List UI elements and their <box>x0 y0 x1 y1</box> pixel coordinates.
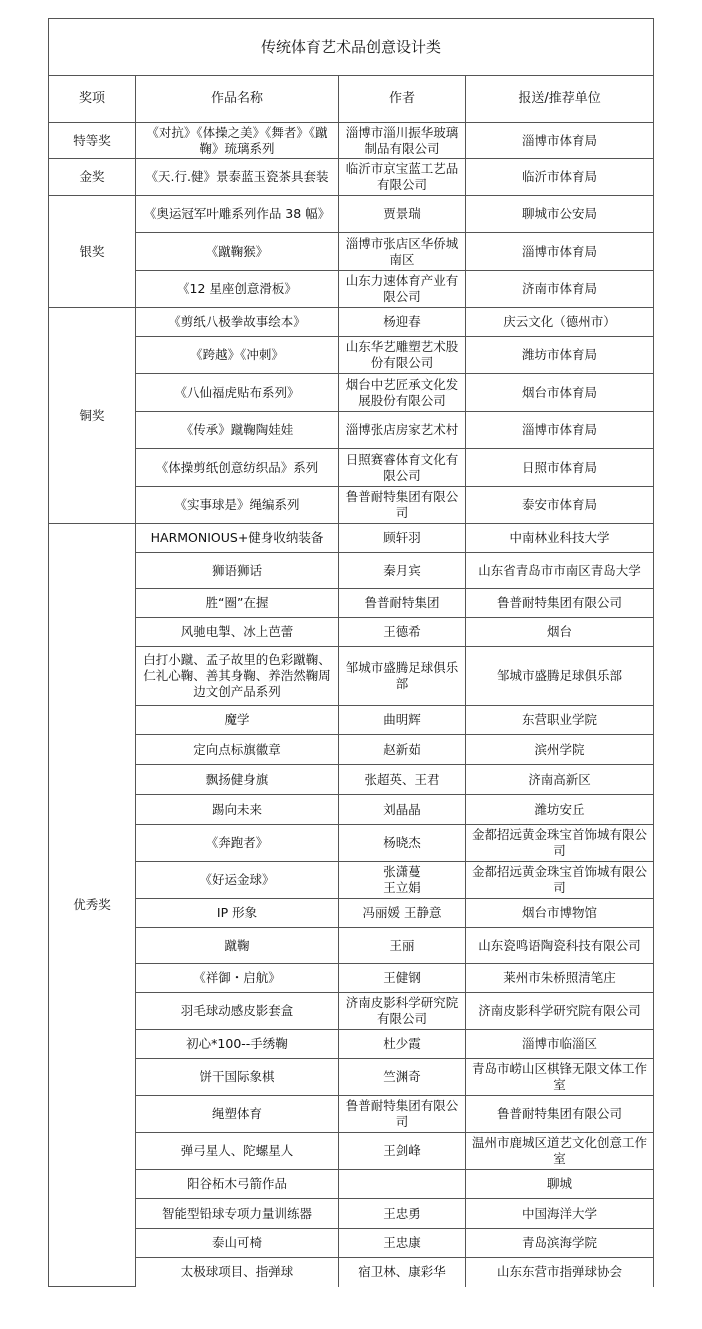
author-cell: 赵新茹 <box>339 735 466 765</box>
table-row <box>49 1096 654 1133</box>
table-row <box>49 159 654 196</box>
award-cell: 铜奖 <box>49 308 136 524</box>
work-name-cell: IP 形象 <box>136 899 339 928</box>
work-name-cell: 狮语狮话 <box>136 553 339 589</box>
header-unit: 报送/推荐单位 <box>466 76 654 123</box>
author-cell: 王德希 <box>339 618 466 647</box>
unit-cell: 聊城 <box>466 1170 654 1199</box>
table-row <box>49 993 654 1030</box>
unit-cell: 济南皮影科学研究院有限公司 <box>466 993 654 1030</box>
unit-cell: 鲁普耐特集团有限公司 <box>466 1096 654 1133</box>
table-row <box>49 647 654 706</box>
table-row <box>49 1030 654 1059</box>
table-row <box>49 706 654 735</box>
author-cell: 鲁普耐特集团有限公司 <box>339 1096 466 1133</box>
table-row <box>49 765 654 795</box>
award-document <box>48 18 654 1287</box>
author-cell: 张超英、王君 <box>339 765 466 795</box>
work-name-cell: 绳塑体育 <box>136 1096 339 1133</box>
author-cell <box>339 1170 466 1199</box>
author-cell: 曲明辉 <box>339 706 466 735</box>
author-cell: 济南皮影科学研究院有限公司 <box>339 993 466 1030</box>
table-row <box>49 928 654 964</box>
author-cell: 鲁普耐特集团 <box>339 589 466 618</box>
unit-cell: 潍坊安丘 <box>466 795 654 825</box>
author-cell: 邹城市盛腾足球俱乐部 <box>339 647 466 706</box>
table-row <box>49 412 654 449</box>
work-name-cell: 《好运金球》 <box>136 862 339 899</box>
author-cell: 王剑峰 <box>339 1133 466 1170</box>
table-row <box>49 899 654 928</box>
unit-cell: 中南林业科技大学 <box>466 524 654 553</box>
unit-cell: 东营职业学院 <box>466 706 654 735</box>
author-cell: 冯丽媛 王静意 <box>339 899 466 928</box>
table-title: 传统体育艺术品创意设计类 <box>49 19 654 76</box>
work-name-cell: 定向点标旗徽章 <box>136 735 339 765</box>
unit-cell: 山东瓷鸣语陶瓷科技有限公司 <box>466 928 654 964</box>
work-name-cell: 《剪纸八极拳故事绘本》 <box>136 308 339 337</box>
unit-cell: 淄博市体育局 <box>466 233 654 271</box>
table-row <box>49 1199 654 1229</box>
unit-cell: 济南高新区 <box>466 765 654 795</box>
work-name-cell: 《实事球是》绳编系列 <box>136 487 339 524</box>
unit-cell: 临沂市体育局 <box>466 159 654 196</box>
unit-cell: 烟台 <box>466 618 654 647</box>
work-name-cell: 饼干国际象棋 <box>136 1059 339 1096</box>
table-row <box>49 1229 654 1258</box>
table-row <box>49 1258 654 1287</box>
work-name-cell: 初心*100--手绣鞠 <box>136 1030 339 1059</box>
author-cell: 山东华艺雕塑艺术股份有限公司 <box>339 337 466 374</box>
work-name-cell: HARMONIOUS+健身收纳装备 <box>136 524 339 553</box>
work-name-cell: 《体操剪纸创意纺织品》系列 <box>136 449 339 487</box>
unit-cell: 金都招远黄金珠宝首饰城有限公司 <box>466 825 654 862</box>
table-row <box>49 123 654 159</box>
work-name-cell: 风驰电掣、冰上芭蕾 <box>136 618 339 647</box>
author-cell: 秦月宾 <box>339 553 466 589</box>
unit-cell: 莱州市朱桥照清笔庄 <box>466 964 654 993</box>
work-name-cell: 《奥运冠军叶雕系列作品 38 幅》 <box>136 196 339 233</box>
work-name-cell: 《奔跑者》 <box>136 825 339 862</box>
table-row <box>49 524 654 553</box>
table-row <box>49 308 654 337</box>
table-row <box>49 487 654 524</box>
work-name-cell: 阳谷柘木弓箭作品 <box>136 1170 339 1199</box>
work-name-cell: 羽毛球动感皮影套盒 <box>136 993 339 1030</box>
work-name-cell: 《对抗》《体操之美》《舞者》《蹴鞠》琉璃系列 <box>136 123 339 159</box>
header-work-name: 作品名称 <box>136 76 339 123</box>
author-cell: 杜少霞 <box>339 1030 466 1059</box>
table-row <box>49 233 654 271</box>
unit-cell: 金都招远黄金珠宝首饰城有限公司 <box>466 862 654 899</box>
award-table <box>48 18 654 1287</box>
table-row <box>49 1133 654 1170</box>
work-name-cell: 踢向未来 <box>136 795 339 825</box>
unit-cell: 烟台市体育局 <box>466 374 654 412</box>
author-cell: 王忠勇 <box>339 1199 466 1229</box>
unit-cell: 山东省青岛市市南区青岛大学 <box>466 553 654 589</box>
author-cell: 淄博市淄川振华玻璃制品有限公司 <box>339 123 466 159</box>
table-row <box>49 825 654 862</box>
work-name-cell: 《八仙福虎贴布系列》 <box>136 374 339 412</box>
unit-cell: 青岛滨海学院 <box>466 1229 654 1258</box>
table-row <box>49 589 654 618</box>
table-row <box>49 862 654 899</box>
author-cell: 刘晶晶 <box>339 795 466 825</box>
author-cell: 宿卫林、康彩华 <box>339 1258 466 1287</box>
work-name-cell: 《12 星座创意滑板》 <box>136 271 339 308</box>
author-cell: 山东力速体育产业有限公司 <box>339 271 466 308</box>
work-name-cell: 《祥御・启航》 <box>136 964 339 993</box>
unit-cell: 山东东营市指弹球协会 <box>466 1258 654 1287</box>
table-row <box>49 618 654 647</box>
unit-cell: 潍坊市体育局 <box>466 337 654 374</box>
author-cell: 杨迎春 <box>339 308 466 337</box>
work-name-cell: 胜“圈”在握 <box>136 589 339 618</box>
work-name-cell: 白打小蹴、孟子故里的色彩蹴鞠、仁礼心鞠、善其身鞠、养浩然鞠周边文创产品系列 <box>136 647 339 706</box>
award-cell: 银奖 <box>49 196 136 308</box>
unit-cell: 聊城市公安局 <box>466 196 654 233</box>
work-name-cell: 魔学 <box>136 706 339 735</box>
author-cell: 顾轩羽 <box>339 524 466 553</box>
unit-cell: 青岛市崂山区棋锋无限文体工作室 <box>466 1059 654 1096</box>
author-cell: 王健钢 <box>339 964 466 993</box>
author-cell: 贾景瑞 <box>339 196 466 233</box>
author-cell: 鲁普耐特集团有限公司 <box>339 487 466 524</box>
unit-cell: 泰安市体育局 <box>466 487 654 524</box>
author-cell: 日照赛睿体育文化有限公司 <box>339 449 466 487</box>
author-cell: 王忠康 <box>339 1229 466 1258</box>
work-name-cell: 智能型铅球专项力量训练器 <box>136 1199 339 1229</box>
header-row <box>49 76 654 123</box>
table-row <box>49 374 654 412</box>
author-cell: 临沂市京宝蓝工艺品有限公司 <box>339 159 466 196</box>
table-row <box>49 337 654 374</box>
author-cell: 王丽 <box>339 928 466 964</box>
work-name-cell: 《天.行.健》景泰蓝玉瓷茶具套装 <box>136 159 339 196</box>
unit-cell: 淄博市体育局 <box>466 123 654 159</box>
work-name-cell: 《传承》蹴鞠陶娃娃 <box>136 412 339 449</box>
table-row <box>49 1059 654 1096</box>
unit-cell: 邹城市盛腾足球俱乐部 <box>466 647 654 706</box>
author-cell: 烟台中艺匠承文化发展股份有限公司 <box>339 374 466 412</box>
work-name-cell: 《跨越》《冲刺》 <box>136 337 339 374</box>
author-cell: 竺渊奇 <box>339 1059 466 1096</box>
header-author: 作者 <box>339 76 466 123</box>
unit-cell: 滨州学院 <box>466 735 654 765</box>
unit-cell: 鲁普耐特集团有限公司 <box>466 589 654 618</box>
table-row <box>49 795 654 825</box>
header-award: 奖项 <box>49 76 136 123</box>
award-cell: 优秀奖 <box>49 524 136 1287</box>
table-row <box>49 964 654 993</box>
table-row <box>49 271 654 308</box>
author-cell: 淄博张店房家艺术村 <box>339 412 466 449</box>
work-name-cell: 泰山可椅 <box>136 1229 339 1258</box>
table-row <box>49 449 654 487</box>
work-name-cell: 蹴鞠 <box>136 928 339 964</box>
unit-cell: 温州市鹿城区道艺文化创意工作室 <box>466 1133 654 1170</box>
work-name-cell: 《蹴鞠猴》 <box>136 233 339 271</box>
work-name-cell: 太极球项目、指弹球 <box>136 1258 339 1287</box>
unit-cell: 济南市体育局 <box>466 271 654 308</box>
author-cell: 张潇蔓 王立娟 <box>339 862 466 899</box>
unit-cell: 日照市体育局 <box>466 449 654 487</box>
author-cell: 杨晓杰 <box>339 825 466 862</box>
unit-cell: 淄博市体育局 <box>466 412 654 449</box>
table-row <box>49 735 654 765</box>
table-row <box>49 1170 654 1199</box>
unit-cell: 庆云文化（德州市） <box>466 308 654 337</box>
unit-cell: 中国海洋大学 <box>466 1199 654 1229</box>
unit-cell: 淄博市临淄区 <box>466 1030 654 1059</box>
unit-cell: 烟台市博物馆 <box>466 899 654 928</box>
work-name-cell: 飘扬健身旗 <box>136 765 339 795</box>
award-cell: 特等奖 <box>49 123 136 159</box>
award-cell: 金奖 <box>49 159 136 196</box>
author-cell: 淄博市张店区华侨城南区 <box>339 233 466 271</box>
work-name-cell: 弹弓星人、陀螺星人 <box>136 1133 339 1170</box>
table-row <box>49 553 654 589</box>
table-row <box>49 196 654 233</box>
